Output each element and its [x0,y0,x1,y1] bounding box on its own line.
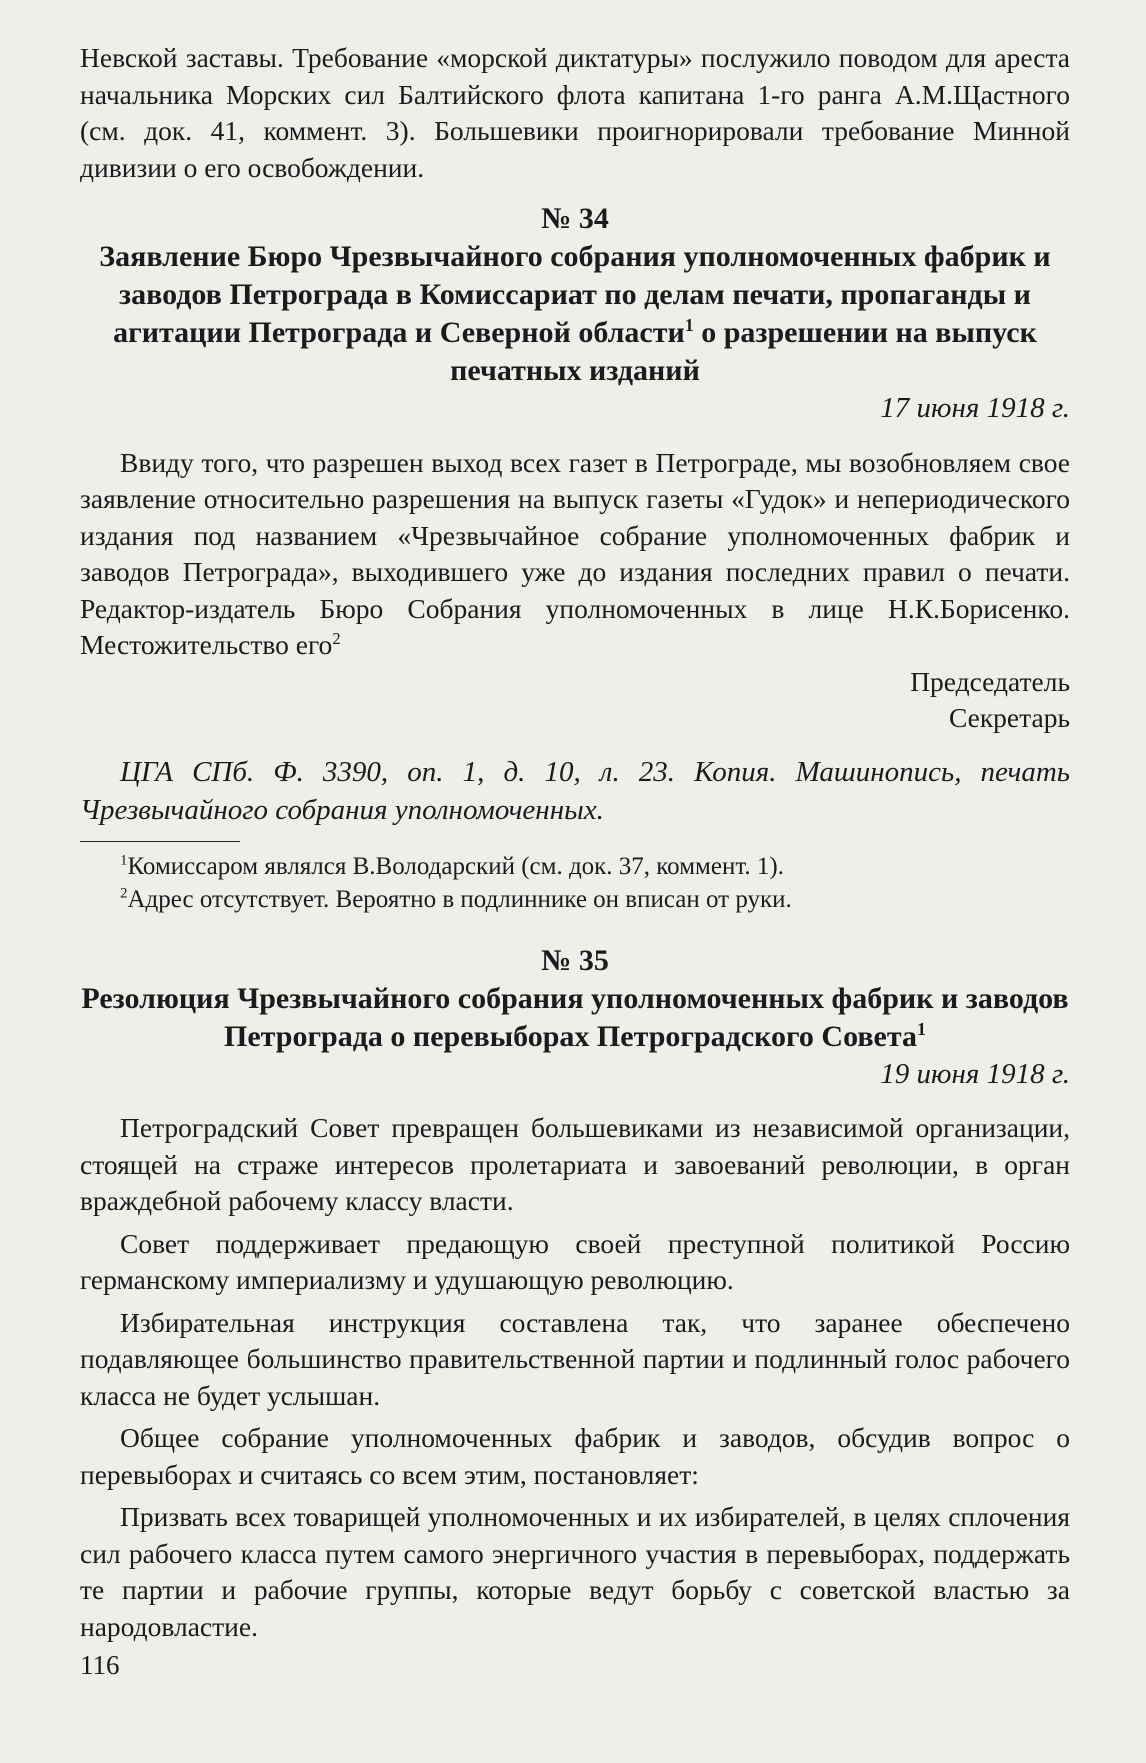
doc34-title [80,238,1070,390]
doc35-title-text: Резолюция Чрезвычайного собрания уполномоченных фабрик и заводов Петрограда о перевыборах Петроградского Совета [81,981,1069,1053]
doc35-paragraph-1: Петроградский Совет превращен большевиками из независимой организации, стоящей на страже интересов пролетариата и завоеваний революции, в орган враждебной рабочему классу власти. [80,1112,1070,1216]
doc35-number: № 35 [541,943,609,977]
footnote-1-mark: 1 [120,852,128,869]
doc34-footnote-2 [80,883,1070,916]
doc34-title-tail: о разрешении на выпуск печатных изданий [450,316,1037,387]
doc34-chairman: Председатель [910,665,1070,697]
doc34-number: № 34 [541,202,609,235]
doc34-secretary: Секретарь [948,702,1070,733]
footnote-2-mark: 2 [120,885,128,902]
doc35-date: 19 июня 1918 г. [880,1057,1070,1090]
page-number: 116 [80,1650,120,1680]
intro-paragraph: Невской заставы. Требование «морской диктатуры» послужило поводом для ареста начальника Морских сил Балтийского флота капитана 1-го ранга А.М.Щастного (см. док. 41, коммент. 3). Большевики проигнорировали требование Минной дивизии о его освобождении. [80,42,1070,183]
footnote-divider [80,841,240,842]
doc35-paragraph-3: Избирательная инструкция составлена так, что заранее обеспечено подавляющее большинство правительственной партии и подлинный голос рабочего класса не будет услышан. [80,1306,1070,1411]
doc35-paragraph-5: Призвать всех товарищей уполномоченных и их избирателей, в целях сплочения сил рабочего класса путем самого энергичного участия в перевыборах, поддержать те партии и рабочие группы, которые ведут борьбу с советской властью за народовластие. [80,1501,1070,1642]
doc34-source: ЦГА СПб. Ф. 3390, оп. 1, д. 10, л. 23. Копия. Машинопись, печать Чрезвычайного собрания уполномоченных. [80,755,1070,826]
doc34-title-footnote-mark: 1 [684,315,694,335]
doc34-date: 17 июня 1918 г. [880,392,1070,424]
doc34-body-text: Ввиду того, что разрешен выход всех газет в Петрограде, мы возобновляем свое заявление относительно разрешения на выпуск газеты «Гудок» и непериодического издания под названием «Чрезвычайное собрание уполномоченных фабрик и заводов Петрограда», выходившего уже до издания последних правил о печати. Редактор-издатель Бюро Собрания уполномоченных в лице Н.К.Борисенко. Местожительство его [80,446,1070,660]
doc35-paragraph-4: Общее собрание уполномоченных фабрик и заводов, обсудив вопрос о перевыборах и считаясь со всем этим, постановляет: [80,1422,1070,1490]
doc34-footnote-1 [80,850,1070,883]
doc34-body-footnote-mark: 2 [332,628,341,648]
doc35-title [80,980,1070,1056]
doc34-body [80,445,1070,664]
footnote-1-text: Комиссаром являлся В.Володарский (см. док. 37, коммент. 1). [127,852,784,880]
doc35-paragraph-2: Совет поддерживает предающую своей преступной политикой Россию германскому империализму и удушающую революцию. [80,1227,1070,1295]
doc34-title-main: Заявление Бюро Чрезвычайного собрания уполномоченных фабрик и заводов Петрограда в Комиссариат по делам печати, пропаганды и агитации Петрограда и Северной области [99,240,1051,349]
footnote-2-text: Адрес отсутствует. Вероятно в подлиннике он вписан от руки. [127,885,792,913]
doc35-title-footnote-mark: 1 [916,1018,926,1039]
document-page [80,40,1070,1645]
